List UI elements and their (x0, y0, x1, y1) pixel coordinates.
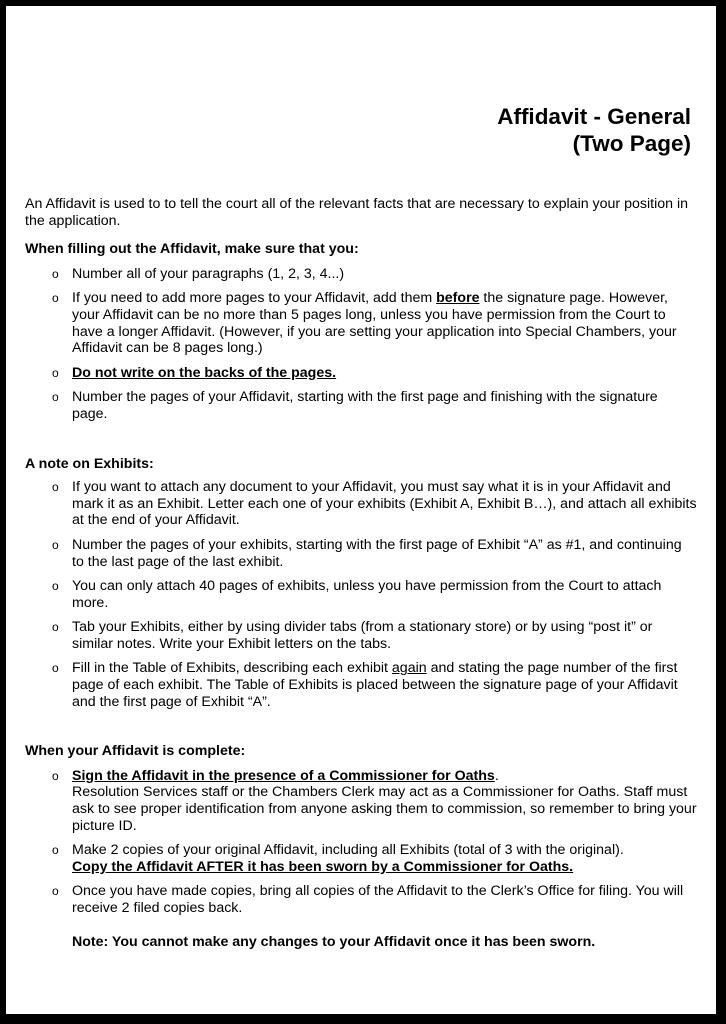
intro-paragraph: An Affidavit is used to to tell the court all of the relevant facts that are necessary to explain your position in the application. (25, 196, 688, 229)
list-item: o Do not write on the backs of the pages. (52, 364, 337, 381)
bullet-icon: o (52, 579, 59, 594)
title-line-2: (Two Page) (572, 131, 691, 156)
bullet-icon: o (52, 537, 59, 552)
bullet-icon: o (52, 768, 59, 783)
bullet-icon: o (52, 843, 59, 858)
list-item: o Number all of your paragraphs (1, 2, 3, 4...) (52, 265, 345, 282)
bullet-icon: o (52, 661, 59, 676)
list-item: o Tab your Exhibits, either by using divider tabs (from a stationary store) or by using “post it” or similar notes. Write your Exhibit letters on the tabs. (52, 619, 653, 652)
list-item: o Number the pages of your exhibits, starting with the first page of Exhibit “A” as #1, and continuing to the last page of the last exhibit. (52, 536, 682, 570)
exhibits-list (25, 479, 697, 710)
document-body (25, 196, 697, 950)
sworn-note: Note: You cannot make any changes to your Affidavit once it has been sworn. (72, 933, 596, 950)
bullet-icon: o (52, 884, 59, 899)
list-item: o If you need to add more pages to your Affidavit, add them before the signature page. However, your Affidavit can be no more than 5 pages long, unless you have permission from the Court to have a longer Affidavit. (However, if you are setting your application into Special Chambers, your Affidavit can be 8 pages long.) (52, 290, 677, 357)
title-line-1: Affidavit - General (497, 104, 691, 129)
section-heading-complete: When your Affidavit is complete: (25, 743, 246, 760)
bullet-icon: o (52, 266, 59, 281)
bullet-icon: o (52, 291, 59, 306)
list-item: o Make 2 copies of your original Affidavit, including all Exhibits (total of 3 with the original). Copy the Affidavit AFTER it has been sworn by a Commissioner for Oaths. (52, 842, 624, 875)
list-item: o You can only attach 40 pages of exhibits, unless you have permission from the Court to attach more. (52, 578, 662, 611)
section-heading-filling: When filling out the Affidavit, make sure that you: (25, 241, 359, 258)
section-heading-exhibits: A note on Exhibits: (25, 455, 154, 472)
list-item: o Sign the Affidavit in the presence of a Commissioner for Oaths. Resolution Services staff or the Chambers Clerk may act as a Commissioner for Oaths. Staff must ask to see proper identification from anyone asking them to commission, so remember to bring your picture ID. (52, 767, 697, 834)
list-item: o Number the pages of your Affidavit, starting with the first page and finishing with the signature page. (52, 389, 658, 422)
bullet-icon: o (52, 365, 59, 380)
complete-list (25, 768, 697, 917)
document-page (6, 6, 716, 1014)
list-item: o Fill in the Table of Exhibits, describing each exhibit again and stating the page number of the first page of each exhibit. The Table of Exhibits is placed between the signature page of your Affidavit and the first page of Exhibit “A”. (52, 660, 678, 710)
bullet-icon: o (52, 620, 59, 635)
bullet-icon: o (52, 390, 59, 405)
document-title (497, 103, 691, 157)
filling-list (25, 266, 697, 423)
list-item: o If you want to attach any document to your Affidavit, you must say what it is in your Affidavit and mark it as an Exhibit. Letter each one of your exhibits (Exhibit A, Exhibit B…), and attach all exhibits at the end of your Affidavit. (52, 479, 697, 529)
list-item: o Once you have made copies, bring all copies of the Affidavit to the Clerk’s Office for filing. You will receive 2 filed copies back. (52, 883, 684, 916)
bullet-icon: o (52, 480, 59, 495)
